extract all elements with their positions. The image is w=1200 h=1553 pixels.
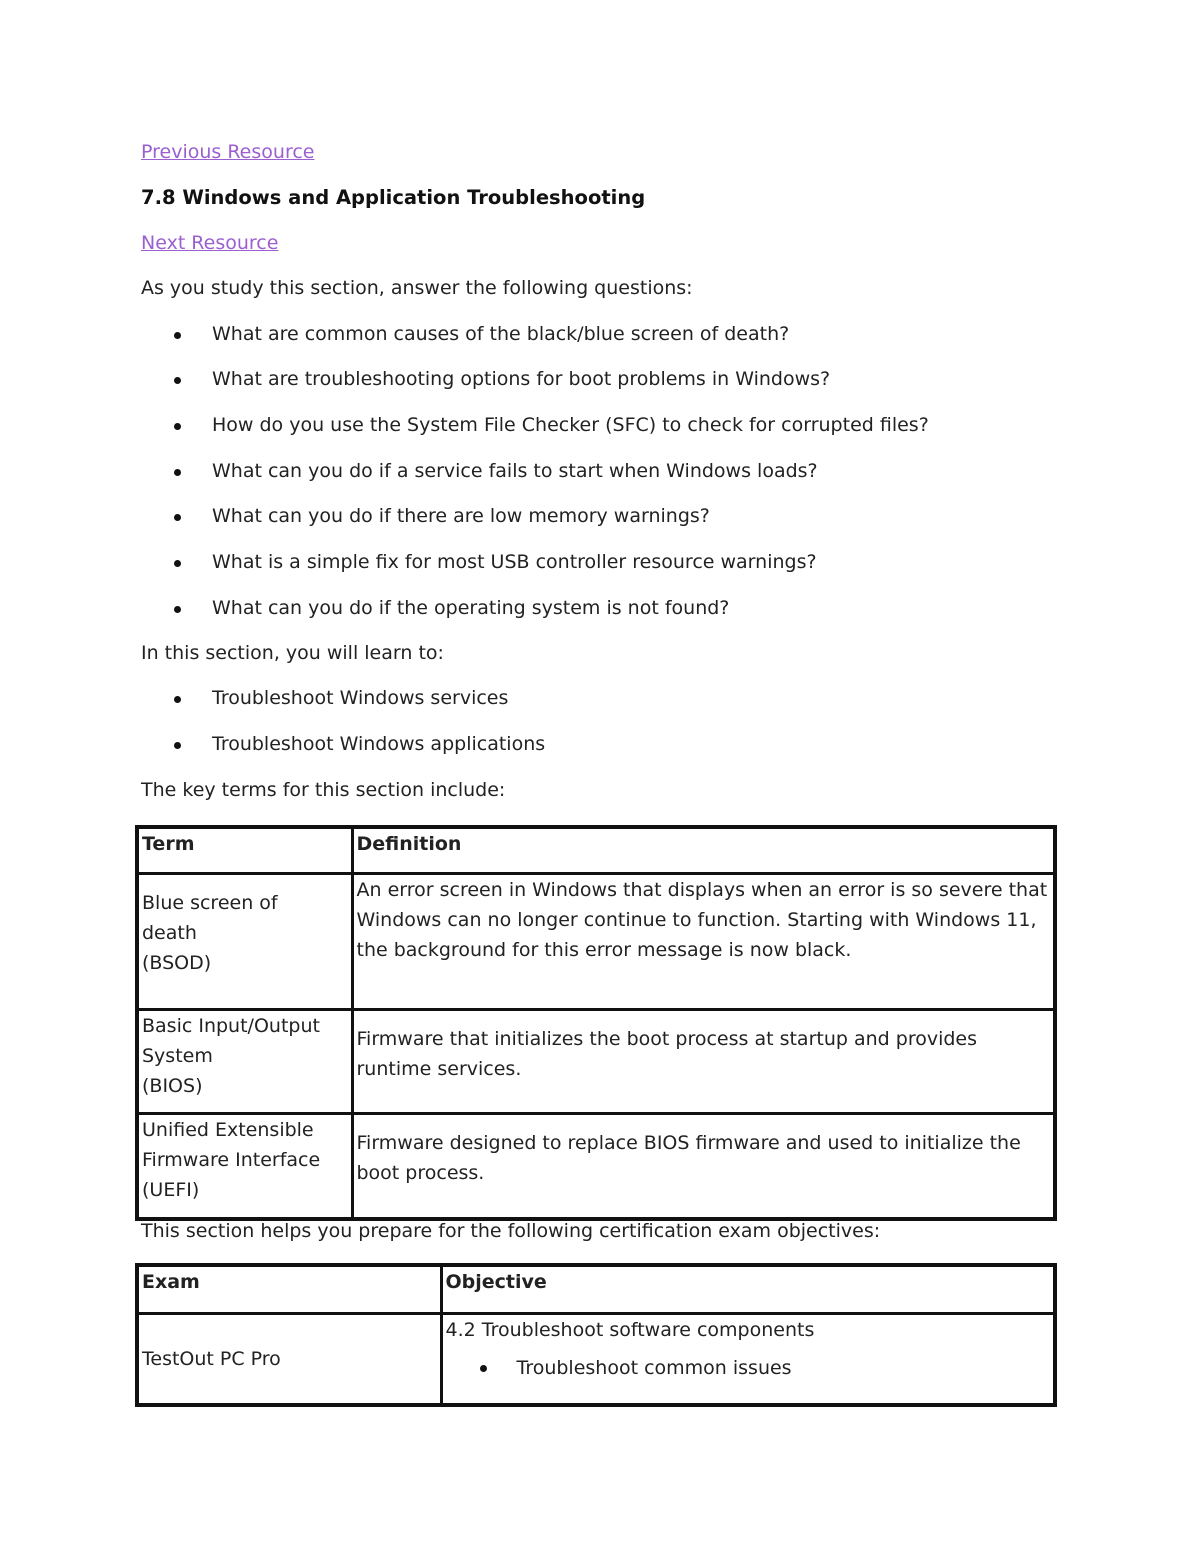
terms-intro: The key terms for this section include:: [141, 779, 506, 801]
objective-cell: [441, 1313, 1055, 1405]
bullet-icon: [174, 377, 181, 384]
bullet-icon: [480, 1365, 487, 1372]
exam-cell: TestOut PC Pro: [137, 1313, 441, 1405]
next-resource-link[interactable]: Next Resource: [141, 232, 279, 254]
table-row: [137, 1313, 1055, 1405]
definition-header: Definition: [352, 827, 1055, 873]
previous-resource-link[interactable]: Previous Resource: [141, 141, 315, 163]
table-header-row: [137, 827, 1055, 873]
term-cell: Blue screen of death (BSOD): [137, 873, 352, 1009]
definition-cell: Firmware designed to replace BIOS firmware and used to initialize the boot process.: [352, 1113, 1055, 1219]
exam-objectives-table: [135, 1263, 1057, 1407]
term-cell: Unified Extensible Firmware Interface (UEFI): [137, 1113, 352, 1219]
objective-header: Objective: [441, 1265, 1055, 1313]
exam-header: Exam: [137, 1265, 441, 1313]
learn-intro: In this section, you will learn to:: [141, 642, 444, 664]
bullet-icon: [174, 332, 181, 339]
bullet-icon: [174, 742, 181, 749]
table-row: [137, 1113, 1055, 1219]
bullet-icon: [174, 606, 181, 613]
list-item: Troubleshoot common issues: [446, 1345, 1052, 1391]
objective-text: 4.2 Troubleshoot software components: [445, 1318, 815, 1341]
term-header: Term: [137, 827, 352, 873]
term-cell: Basic Input/Output System (BIOS): [137, 1009, 352, 1113]
definition-cell: Firmware that initializes the boot process at startup and provides runtime services.: [352, 1009, 1055, 1113]
definition-cell: An error screen in Windows that displays when an error is so severe that Windows can no longer continue to function. Starting with Windows 11, the background for this error message is now black.: [352, 873, 1055, 1009]
table-row: [137, 1009, 1055, 1113]
page-title: 7.8 Windows and Application Troubleshooting: [141, 186, 646, 209]
exam-intro: This section helps you prepare for the following certification exam objectives:: [141, 1220, 881, 1242]
bullet-icon: [174, 423, 181, 430]
bullet-icon: [174, 696, 181, 703]
bullet-icon: [174, 560, 181, 567]
table-header-row: [137, 1265, 1055, 1313]
bullet-icon: [174, 514, 181, 521]
questions-intro: As you study this section, answer the following questions:: [141, 277, 693, 299]
bullet-icon: [174, 469, 181, 476]
table-row: [137, 873, 1055, 1009]
key-terms-table: [135, 825, 1057, 1221]
